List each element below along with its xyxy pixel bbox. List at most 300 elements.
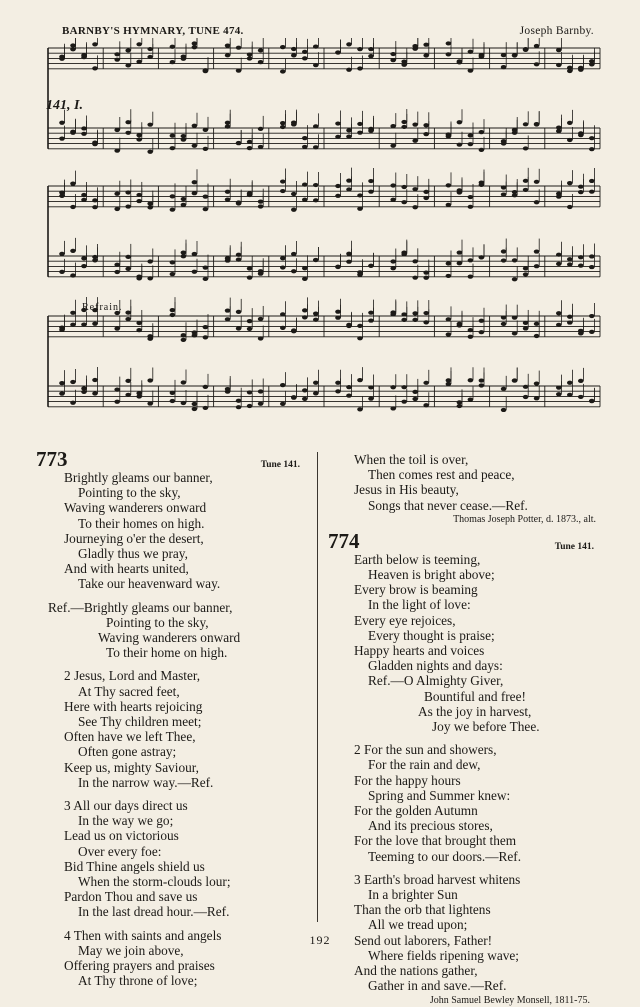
verse-line: For the happy hours [354,772,461,788]
note-head [114,326,120,330]
note-head [534,122,540,126]
note-head [556,386,562,390]
note-head [70,43,76,47]
note-head [501,387,507,391]
note-head [346,252,352,256]
note-head [368,54,374,58]
note-head [236,141,242,145]
note-head [335,316,341,320]
note-head [578,131,584,135]
note-head [512,193,518,197]
note-head [258,145,264,149]
note-head [390,58,396,62]
note-head [512,277,518,281]
note-head [258,269,264,273]
note-head [512,53,518,57]
note-head [523,179,529,183]
note-head [181,203,187,207]
note-head [578,255,584,259]
note-head [401,400,407,404]
refrain-line: To their home on high. [106,645,228,661]
note-head [247,52,253,56]
note-head [401,385,407,389]
note-head [280,179,286,183]
note-head [236,326,242,330]
note-head [225,125,231,129]
note-head [302,183,308,187]
verse-line: Every eye rejoices, [354,612,456,628]
note-head [125,379,131,383]
note-head [92,255,98,259]
right-column [328,452,608,1007]
note-head [181,254,187,258]
note-head [136,321,142,325]
note-head [357,336,363,340]
note-head [589,254,595,258]
note-head [181,250,187,254]
note-head [258,204,264,208]
note-head [70,273,76,277]
note-head [313,124,319,128]
note-head [423,311,429,315]
note-head [92,322,98,326]
note-head [181,55,187,59]
note-head [578,190,584,194]
refrain [36,600,306,661]
verse-line: Bid Thine angels shield us [64,858,205,874]
note-head [534,334,540,338]
note-head [181,197,187,201]
note-head [457,120,463,124]
note-head [534,62,540,66]
verse-line: 4 Then with saints and angels [64,927,222,943]
note-head [589,190,595,194]
note-head [147,55,153,59]
verse-line: Here with hearts rejoicing [64,698,203,714]
note-head [114,192,120,196]
note-head [423,403,429,407]
note-head [192,407,198,411]
note-head [313,45,319,49]
note-head [523,395,529,399]
note-head [401,252,407,256]
note-head [81,323,87,327]
note-head [70,47,76,51]
note-head [225,197,231,201]
note-head [412,276,418,280]
note-head [203,147,209,151]
note-head [136,60,142,64]
note-head [523,272,529,276]
note-head [523,326,529,330]
note-head [501,249,507,253]
note-head [136,328,142,332]
verse-line: Over every foe: [78,843,162,859]
note-head [291,192,297,196]
note-head [147,378,153,382]
note-head [567,257,573,261]
note-head [468,378,474,382]
note-head [114,387,120,391]
note-head [125,190,131,194]
note-head [225,44,231,48]
note-head [92,391,98,395]
note-head [457,400,463,404]
verse-line: Keep us, mighty Saviour, [64,759,200,775]
note-head [302,277,308,281]
verse-line: Journeying o'er the desert, [64,530,204,546]
note-head [501,315,507,319]
note-head [291,53,297,57]
note-head [147,401,153,405]
note-head [512,131,518,135]
note-head [479,148,485,152]
note-head [313,312,319,316]
verse-line: Gladly thus we pray, [78,546,188,562]
verse-line: Heaven is bright above; [368,567,495,583]
note-head [291,396,297,400]
note-head [578,264,584,268]
refrain-line: Ref.—Brightly gleams our banner, [48,599,233,615]
verse-line: Earth below is teeming, [354,551,481,567]
verse-line: Send out laborers, Father! [354,932,493,948]
note-head [247,276,253,280]
note-head [125,311,131,315]
note-head [258,127,264,131]
note-head [192,330,198,334]
note-head [236,310,242,314]
note-head [523,266,529,270]
verse-line: Songs that never cease.—Ref. [368,497,528,513]
note-head [501,408,507,412]
note-head [457,59,463,63]
note-head [412,187,418,191]
note-head [280,121,286,125]
note-head [247,140,253,144]
note-head [302,315,308,319]
note-head [501,65,507,69]
note-head [468,133,474,137]
note-head [534,249,540,253]
note-head [313,198,319,202]
note-head [346,68,352,72]
note-head [280,256,286,260]
note-head [567,121,573,125]
note-head [401,200,407,204]
verse-3 [36,798,306,920]
refrain-line: Pointing to the sky, [106,614,209,630]
note-head [236,46,242,50]
note-head [236,258,242,262]
note-head [357,131,363,135]
note-head [368,190,374,194]
note-head [357,324,363,328]
note-head [114,270,120,274]
note-head [368,47,374,51]
note-head [457,261,463,265]
note-head [523,385,529,389]
note-head [192,191,198,195]
note-head [335,184,341,188]
note-head [147,259,153,263]
note-head [357,378,363,382]
note-head [589,59,595,63]
note-head [280,265,286,269]
note-head [203,385,209,389]
note-head [92,198,98,202]
note-head [523,146,529,150]
note-head [181,333,187,337]
note-head [357,66,363,70]
note-head [423,320,429,324]
note-head [302,136,308,140]
note-head [114,263,120,267]
note-head [346,179,352,183]
verse-line: Waving wanderers onward [64,500,207,516]
note-heads [59,38,594,412]
note-head [247,146,253,150]
note-head [346,128,352,132]
note-head [125,267,131,271]
note-head [534,322,540,326]
note-head [589,147,595,151]
note-head [81,264,87,268]
note-head [70,182,76,186]
note-head [446,274,452,278]
note-head [203,325,209,329]
note-head [81,126,87,130]
note-head [468,258,474,262]
note-head [468,69,474,73]
note-head [225,308,231,312]
refrain-line: Bountiful and free! [424,688,526,704]
note-head [136,137,142,141]
note-head [313,258,319,262]
note-head [302,145,308,149]
note-head [247,390,253,394]
note-head [236,399,242,403]
note-head [523,321,529,325]
note-head [203,406,209,410]
note-head [70,249,76,253]
refrain-line: Joy we before Thee. [432,719,540,735]
verse-line: And the nations gather, [354,963,478,979]
note-head [92,66,98,70]
note-head [280,383,286,387]
note-head [556,253,562,257]
note-head [412,47,418,51]
refrain-label: Refrain. [82,302,123,313]
note-head [446,332,452,336]
note-head [567,69,573,73]
note-head [313,318,319,322]
note-head [114,400,120,404]
note-head [534,180,540,184]
note-head [192,144,198,148]
note-head [225,389,231,393]
verse-line: In the narrow way.—Ref. [78,774,214,790]
note-head [578,379,584,383]
note-head [170,60,176,64]
note-head [534,396,540,400]
note-head [335,194,341,198]
verse-line: Offering prayers and praises [64,958,215,974]
note-head [170,272,176,276]
note-head [192,252,198,256]
column-divider [317,452,318,922]
note-head [390,259,396,263]
note-head [346,260,352,264]
note-head [291,47,297,51]
note-head [512,316,518,320]
note-head [81,193,87,197]
note-head [501,185,507,189]
note-head [457,323,463,327]
note-head [258,389,264,393]
verse-line: 3 All our days direct us [64,798,188,814]
note-head [468,50,474,54]
note-head [313,63,319,67]
note-head [523,47,529,51]
verse-line: Pointing to the sky, [78,485,181,501]
note-head [313,391,319,395]
note-head [81,55,87,59]
verse-1 [328,552,608,674]
note-head [534,44,540,48]
note-head [390,312,396,316]
note-head [70,380,76,384]
note-head [401,185,407,189]
note-head [468,142,474,146]
verse-line: Take our heavenward way. [78,576,221,592]
note-head [92,142,98,146]
note-head [147,47,153,51]
note-head [401,59,407,63]
note-head [556,195,562,199]
note-head [423,271,429,275]
note-head [423,132,429,136]
author-attribution: John Samuel Bewley Monsell, 1811-75. [429,994,590,1006]
note-head [203,128,209,132]
note-head [556,129,562,133]
note-head [567,262,573,266]
note-head [302,56,308,60]
note-head [446,382,452,386]
note-head [203,207,209,211]
verse-line: Happy hearts and voices [354,643,485,659]
note-head [170,194,176,198]
verse-line: Often have we left Thee, [64,729,196,745]
note-head [368,397,374,401]
note-head [258,402,264,406]
note-head [501,192,507,196]
note-head [147,123,153,127]
note-head [479,183,485,187]
note-head [523,188,529,192]
note-head [236,405,242,409]
note-head [468,335,474,339]
note-head [578,395,584,399]
note-head [181,338,187,342]
note-head [512,258,518,262]
note-head [479,383,485,387]
note-head [390,198,396,202]
note-head [446,378,452,382]
note-head [589,314,595,318]
note-head [468,275,474,279]
note-head [136,394,142,398]
note-head [81,198,87,202]
note-head [181,380,187,384]
note-head [457,404,463,408]
note-head [114,149,120,153]
note-head [114,128,120,132]
note-head [280,189,286,193]
note-head [534,200,540,204]
note-head [423,276,429,280]
verse-line: 2 For the sun and showers, [354,742,497,758]
verse-line: Spring and Summer knew: [368,787,511,803]
note-head [335,310,341,314]
note-head [70,323,76,327]
note-head [567,138,573,142]
note-head [125,393,131,397]
verse-line: For the love that brought them [354,833,517,849]
note-head [357,193,363,197]
note-head [302,388,308,392]
note-head [203,195,209,199]
note-head [258,200,264,204]
note-head [479,255,485,259]
note-head [567,393,573,397]
note-head [280,312,286,316]
note-head [225,190,231,194]
note-head [147,150,153,154]
note-head [203,335,209,339]
note-head [170,208,176,212]
note-head [423,381,429,385]
note-head [225,317,231,321]
note-head [368,318,374,322]
note-head [346,187,352,191]
verse-line: Gather in and save.—Ref. [368,978,507,994]
note-head [70,401,76,405]
note-head [567,320,573,324]
note-head [170,313,176,317]
note-head [335,389,341,393]
note-head [291,252,297,256]
verse-2 [36,668,306,790]
note-head [423,53,429,57]
note-head [556,48,562,52]
note-head [313,183,319,187]
verse-line: All we tread upon; [368,917,468,933]
note-head [446,317,452,321]
note-head [59,252,65,256]
note-head [589,136,595,140]
note-head [114,58,120,62]
note-head [280,402,286,406]
verse-line: At Thy sacred feet, [78,683,180,699]
note-head [335,135,341,139]
verse-line: Lead us on victorious [64,828,179,844]
note-head [401,312,407,316]
note-head [258,317,264,321]
note-head [368,179,374,183]
note-head [192,41,198,45]
note-head [236,201,242,205]
note-head [302,308,308,312]
